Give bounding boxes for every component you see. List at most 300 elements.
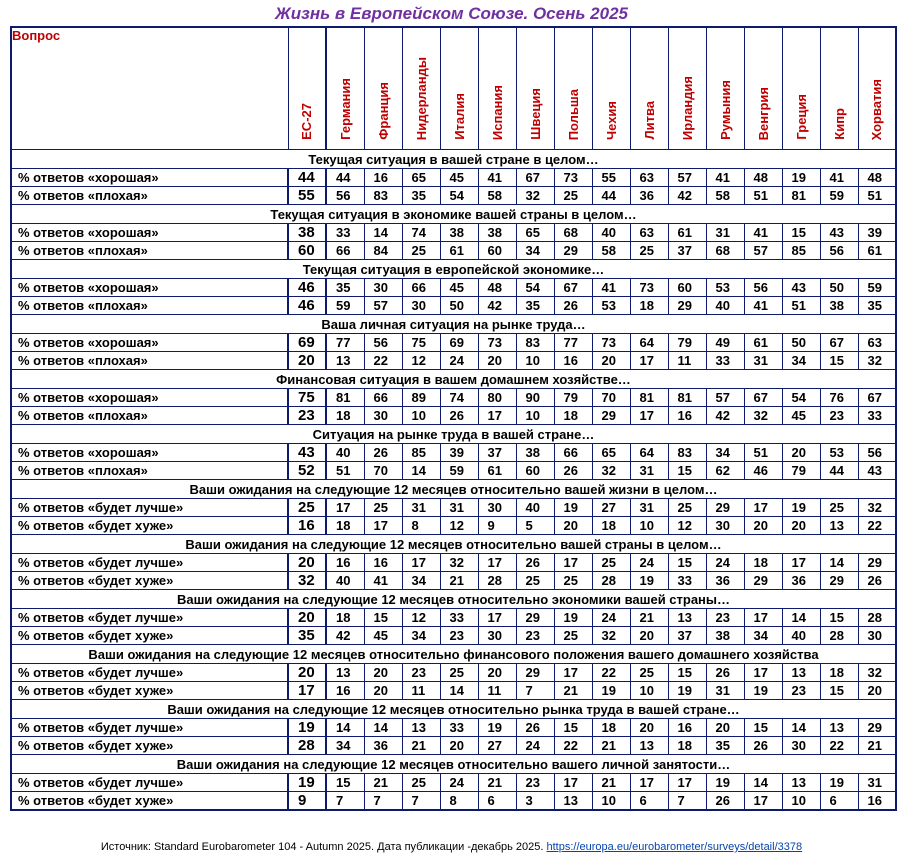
value-cell: 20	[592, 352, 630, 370]
value-cell: 37	[478, 444, 516, 462]
value-cell: 54	[440, 187, 478, 205]
value-cell: 63	[630, 169, 668, 187]
value-cell: 42	[326, 627, 364, 645]
value-cell: 10	[516, 407, 554, 425]
table-row	[11, 792, 896, 811]
value-cell: 65	[402, 169, 440, 187]
value-cell: 21	[592, 774, 630, 792]
row-label: % ответов «хорошая»	[11, 224, 288, 242]
column-header-label: Польша	[565, 88, 581, 140]
column-header	[858, 27, 896, 150]
source-text: Источник: Standard Eurobarometer 104 - Autumn 2025. Дата публикации -декабрь 2025.	[100, 841, 547, 853]
value-cell: 34	[782, 352, 820, 370]
value-cell: 40	[516, 499, 554, 517]
value-cell: 41	[744, 297, 782, 315]
value-cell: 16	[364, 169, 402, 187]
value-cell: 29	[858, 719, 896, 737]
value-cell: 20	[478, 352, 516, 370]
value-cell: 20	[744, 517, 782, 535]
value-cell: 41	[364, 572, 402, 590]
value-cell: 53	[706, 279, 744, 297]
value-cell: 28	[858, 609, 896, 627]
value-cell: 35	[402, 187, 440, 205]
value-cell: 24	[516, 737, 554, 755]
value-cell: 73	[554, 169, 592, 187]
value-cell: 25	[554, 572, 592, 590]
value-cell: 15	[668, 664, 706, 682]
value-cell: 15	[820, 609, 858, 627]
column-header-label: Хорватия	[869, 78, 885, 140]
value-cell: 13	[630, 737, 668, 755]
value-cell: 6	[478, 792, 516, 811]
value-cell: 9	[288, 792, 326, 811]
value-cell: 31	[706, 682, 744, 700]
value-cell: 18	[630, 297, 668, 315]
value-cell: 35	[326, 279, 364, 297]
value-cell: 10	[592, 792, 630, 811]
table-row	[11, 187, 896, 205]
section-header-row	[11, 590, 896, 609]
value-cell: 26	[554, 297, 592, 315]
value-cell: 29	[668, 297, 706, 315]
section-header-row	[11, 315, 896, 334]
value-cell: 76	[820, 389, 858, 407]
value-cell: 28	[592, 572, 630, 590]
value-cell: 30	[858, 627, 896, 645]
column-header	[820, 27, 858, 150]
value-cell: 43	[820, 224, 858, 242]
row-label: % ответов «будет лучше»	[11, 774, 288, 792]
value-cell: 30	[402, 297, 440, 315]
value-cell: 29	[516, 664, 554, 682]
table-row	[11, 352, 896, 370]
value-cell: 17	[326, 499, 364, 517]
value-cell: 10	[402, 407, 440, 425]
value-cell: 17	[364, 517, 402, 535]
value-cell: 79	[782, 462, 820, 480]
value-cell: 62	[706, 462, 744, 480]
value-cell: 53	[820, 444, 858, 462]
value-cell: 31	[858, 774, 896, 792]
value-cell: 43	[288, 444, 326, 462]
value-cell: 48	[858, 169, 896, 187]
value-cell: 33	[858, 407, 896, 425]
value-cell: 49	[706, 334, 744, 352]
value-cell: 54	[516, 279, 554, 297]
value-cell: 6	[630, 792, 668, 811]
value-cell: 25	[592, 554, 630, 572]
value-cell: 25	[516, 572, 554, 590]
value-cell: 22	[820, 737, 858, 755]
value-cell: 15	[744, 719, 782, 737]
value-cell: 14	[782, 719, 820, 737]
value-cell: 44	[326, 169, 364, 187]
value-cell: 46	[288, 297, 326, 315]
value-cell: 58	[478, 187, 516, 205]
value-cell: 50	[782, 334, 820, 352]
value-cell: 31	[630, 462, 668, 480]
value-cell: 24	[440, 774, 478, 792]
column-header	[326, 27, 364, 150]
value-cell: 46	[744, 462, 782, 480]
source-link[interactable]: https://europa.eu/eurobarometer/surveys/detail/3378	[546, 841, 803, 853]
value-cell: 17	[554, 774, 592, 792]
value-cell: 25	[402, 774, 440, 792]
column-header	[630, 27, 668, 150]
value-cell: 32	[516, 187, 554, 205]
value-cell: 7	[326, 792, 364, 811]
page-title: Жизнь в Европейском Союзе. Осень 2025	[275, 4, 628, 23]
value-cell: 23	[516, 627, 554, 645]
value-cell: 21	[440, 572, 478, 590]
value-cell: 75	[402, 334, 440, 352]
value-cell: 65	[516, 224, 554, 242]
value-cell: 75	[288, 389, 326, 407]
value-cell: 21	[858, 737, 896, 755]
table-row	[11, 297, 896, 315]
value-cell: 40	[782, 627, 820, 645]
value-cell: 35	[516, 297, 554, 315]
value-cell: 18	[744, 554, 782, 572]
section-title: Текущая ситуация в экономике вашей страны в целом…	[11, 205, 896, 224]
row-label: % ответов «будет лучше»	[11, 664, 288, 682]
value-cell: 23	[820, 407, 858, 425]
value-cell: 32	[858, 352, 896, 370]
value-cell: 10	[630, 682, 668, 700]
section-title: Финансовая ситуация в вашем домашнем хозяйстве…	[11, 370, 896, 389]
value-cell: 26	[364, 444, 402, 462]
value-cell: 19	[288, 774, 326, 792]
value-cell: 10	[516, 352, 554, 370]
row-label: % ответов «будет хуже»	[11, 517, 288, 535]
value-cell: 32	[592, 462, 630, 480]
value-cell: 19	[668, 682, 706, 700]
row-label: % ответов «будет лучше»	[11, 554, 288, 572]
column-header	[592, 27, 630, 150]
section-title: Ваша личная ситуация на рынке труда…	[11, 315, 896, 334]
value-cell: 38	[820, 297, 858, 315]
value-cell: 8	[402, 517, 440, 535]
value-cell: 35	[858, 297, 896, 315]
value-cell: 35	[706, 737, 744, 755]
value-cell: 7	[516, 682, 554, 700]
table-row	[11, 572, 896, 590]
value-cell: 18	[592, 719, 630, 737]
value-cell: 55	[288, 187, 326, 205]
value-cell: 61	[668, 224, 706, 242]
value-cell: 40	[326, 572, 364, 590]
value-cell: 34	[744, 627, 782, 645]
value-cell: 17	[402, 554, 440, 572]
value-cell: 18	[326, 517, 364, 535]
value-cell: 68	[554, 224, 592, 242]
table-row	[11, 444, 896, 462]
value-cell: 20	[782, 517, 820, 535]
value-cell: 28	[478, 572, 516, 590]
value-cell: 24	[440, 352, 478, 370]
value-cell: 90	[516, 389, 554, 407]
value-cell: 17	[478, 609, 516, 627]
row-label: % ответов «плохая»	[11, 242, 288, 260]
value-cell: 20	[478, 664, 516, 682]
section-header-row	[11, 755, 896, 774]
value-cell: 68	[706, 242, 744, 260]
table-row	[11, 682, 896, 700]
row-label: % ответов «будет хуже»	[11, 572, 288, 590]
value-cell: 60	[668, 279, 706, 297]
value-cell: 83	[516, 334, 554, 352]
section-title: Ваши ожидания на следующие 12 месяцев относительно рынка труда в вашей стране…	[11, 700, 896, 719]
value-cell: 32	[858, 664, 896, 682]
value-cell: 29	[554, 242, 592, 260]
row-label: % ответов «хорошая»	[11, 279, 288, 297]
value-cell: 70	[592, 389, 630, 407]
value-cell: 30	[782, 737, 820, 755]
row-label: % ответов «будет хуже»	[11, 627, 288, 645]
value-cell: 38	[706, 627, 744, 645]
value-cell: 34	[402, 627, 440, 645]
value-cell: 57	[668, 169, 706, 187]
value-cell: 29	[592, 407, 630, 425]
section-title: Текущая ситуация в вашей стране в целом…	[11, 150, 896, 169]
value-cell: 17	[554, 664, 592, 682]
value-cell: 34	[516, 242, 554, 260]
value-cell: 27	[478, 737, 516, 755]
value-cell: 24	[630, 554, 668, 572]
value-cell: 25	[668, 499, 706, 517]
value-cell: 25	[440, 664, 478, 682]
column-header-label: Ирландия	[679, 75, 695, 140]
value-cell: 80	[478, 389, 516, 407]
value-cell: 81	[630, 389, 668, 407]
value-cell: 16	[858, 792, 896, 811]
value-cell: 16	[288, 517, 326, 535]
value-cell: 79	[668, 334, 706, 352]
value-cell: 30	[706, 517, 744, 535]
value-cell: 23	[440, 627, 478, 645]
value-cell: 18	[326, 407, 364, 425]
row-label: % ответов «хорошая»	[11, 444, 288, 462]
value-cell: 17	[744, 792, 782, 811]
column-header-label: Греция	[793, 94, 809, 140]
value-cell: 11	[668, 352, 706, 370]
value-cell: 15	[554, 719, 592, 737]
value-cell: 56	[744, 279, 782, 297]
value-cell: 19	[706, 774, 744, 792]
value-cell: 42	[706, 407, 744, 425]
table-row	[11, 554, 896, 572]
value-cell: 51	[744, 444, 782, 462]
value-cell: 38	[440, 224, 478, 242]
column-header-label: Италия	[451, 93, 467, 140]
value-cell: 17	[744, 664, 782, 682]
value-cell: 19	[288, 719, 326, 737]
value-cell: 14	[820, 554, 858, 572]
value-cell: 20	[630, 719, 668, 737]
value-cell: 51	[744, 187, 782, 205]
value-cell: 22	[858, 517, 896, 535]
section-header-row	[11, 370, 896, 389]
row-label: % ответов «плохая»	[11, 352, 288, 370]
value-cell: 53	[592, 297, 630, 315]
row-label: % ответов «будет хуже»	[11, 792, 288, 811]
value-cell: 89	[402, 389, 440, 407]
table-row	[11, 719, 896, 737]
value-cell: 61	[478, 462, 516, 480]
value-cell: 23	[288, 407, 326, 425]
value-cell: 37	[668, 627, 706, 645]
value-cell: 38	[516, 444, 554, 462]
value-cell: 20	[782, 444, 820, 462]
value-cell: 12	[440, 517, 478, 535]
value-cell: 20	[364, 664, 402, 682]
value-cell: 50	[440, 297, 478, 315]
value-cell: 57	[744, 242, 782, 260]
value-cell: 17	[478, 407, 516, 425]
value-cell: 17	[478, 554, 516, 572]
column-header	[440, 27, 478, 150]
value-cell: 25	[820, 499, 858, 517]
section-header-row	[11, 425, 896, 444]
column-header-label: Венгрия	[755, 86, 771, 140]
value-cell: 70	[364, 462, 402, 480]
value-cell: 58	[592, 242, 630, 260]
table-row	[11, 737, 896, 755]
value-cell: 56	[858, 444, 896, 462]
value-cell: 73	[478, 334, 516, 352]
column-header	[782, 27, 820, 150]
value-cell: 74	[402, 224, 440, 242]
section-title: Ваши ожидания на следующие 12 месяцев относительно экономики вашей страны…	[11, 590, 896, 609]
value-cell: 55	[592, 169, 630, 187]
value-cell: 40	[706, 297, 744, 315]
row-label: % ответов «хорошая»	[11, 169, 288, 187]
value-cell: 12	[668, 517, 706, 535]
value-cell: 31	[440, 499, 478, 517]
value-cell: 21	[630, 609, 668, 627]
value-cell: 17	[288, 682, 326, 700]
column-header	[288, 27, 326, 150]
value-cell: 23	[706, 609, 744, 627]
value-cell: 30	[364, 279, 402, 297]
value-cell: 19	[478, 719, 516, 737]
value-cell: 7	[402, 792, 440, 811]
value-cell: 16	[364, 554, 402, 572]
value-cell: 22	[364, 352, 402, 370]
value-cell: 12	[402, 609, 440, 627]
value-cell: 21	[554, 682, 592, 700]
value-cell: 18	[554, 407, 592, 425]
section-header-row	[11, 205, 896, 224]
value-cell: 46	[288, 279, 326, 297]
value-cell: 39	[440, 444, 478, 462]
value-cell: 25	[630, 664, 668, 682]
column-header-label: ЕС-27	[299, 103, 315, 140]
row-label: % ответов «плохая»	[11, 297, 288, 315]
value-cell: 25	[630, 242, 668, 260]
value-cell: 15	[668, 554, 706, 572]
value-cell: 17	[744, 499, 782, 517]
table-row	[11, 169, 896, 187]
value-cell: 77	[554, 334, 592, 352]
section-title: Ваши ожидания на следующие 12 месяцев относительно финансового положения вашего домашнего хозяйства	[11, 645, 896, 664]
column-header-label: Нидерланды	[413, 56, 429, 140]
value-cell: 17	[554, 554, 592, 572]
value-cell: 26	[858, 572, 896, 590]
value-cell: 51	[858, 187, 896, 205]
value-cell: 69	[440, 334, 478, 352]
value-cell: 8	[440, 792, 478, 811]
value-cell: 16	[668, 407, 706, 425]
column-header	[516, 27, 554, 150]
value-cell: 19	[820, 774, 858, 792]
question-header: Вопрос	[11, 27, 288, 150]
section-header-row	[11, 480, 896, 499]
value-cell: 20	[288, 664, 326, 682]
value-cell: 35	[288, 627, 326, 645]
value-cell: 25	[554, 627, 592, 645]
value-cell: 61	[858, 242, 896, 260]
value-cell: 67	[554, 279, 592, 297]
value-cell: 11	[402, 682, 440, 700]
value-cell: 15	[820, 682, 858, 700]
column-header	[554, 27, 592, 150]
value-cell: 33	[706, 352, 744, 370]
table-row	[11, 407, 896, 425]
value-cell: 60	[288, 242, 326, 260]
table-row	[11, 242, 896, 260]
value-cell: 45	[440, 279, 478, 297]
value-cell: 20	[364, 682, 402, 700]
value-cell: 10	[782, 792, 820, 811]
section-title: Ситуация на рынке труда в вашей стране…	[11, 425, 896, 444]
value-cell: 63	[630, 224, 668, 242]
value-cell: 44	[820, 462, 858, 480]
column-header-label: Чехия	[603, 101, 619, 140]
value-cell: 38	[288, 224, 326, 242]
value-cell: 31	[630, 499, 668, 517]
table-row	[11, 389, 896, 407]
value-cell: 12	[402, 352, 440, 370]
value-cell: 19	[782, 499, 820, 517]
value-cell: 42	[478, 297, 516, 315]
value-cell: 20	[630, 627, 668, 645]
value-cell: 36	[630, 187, 668, 205]
value-cell: 26	[706, 792, 744, 811]
row-label: % ответов «будет хуже»	[11, 682, 288, 700]
value-cell: 31	[402, 499, 440, 517]
value-cell: 85	[782, 242, 820, 260]
table-row	[11, 279, 896, 297]
value-cell: 74	[440, 389, 478, 407]
value-cell: 29	[858, 554, 896, 572]
value-cell: 16	[326, 554, 364, 572]
value-cell: 13	[782, 774, 820, 792]
section-header-row	[11, 260, 896, 279]
value-cell: 28	[288, 737, 326, 755]
value-cell: 64	[630, 444, 668, 462]
value-cell: 56	[820, 242, 858, 260]
column-header	[668, 27, 706, 150]
row-label: % ответов «хорошая»	[11, 334, 288, 352]
value-cell: 58	[706, 187, 744, 205]
value-cell: 77	[326, 334, 364, 352]
value-cell: 19	[782, 169, 820, 187]
value-cell: 5	[516, 517, 554, 535]
table-row	[11, 224, 896, 242]
value-cell: 14	[782, 609, 820, 627]
value-cell: 45	[440, 169, 478, 187]
